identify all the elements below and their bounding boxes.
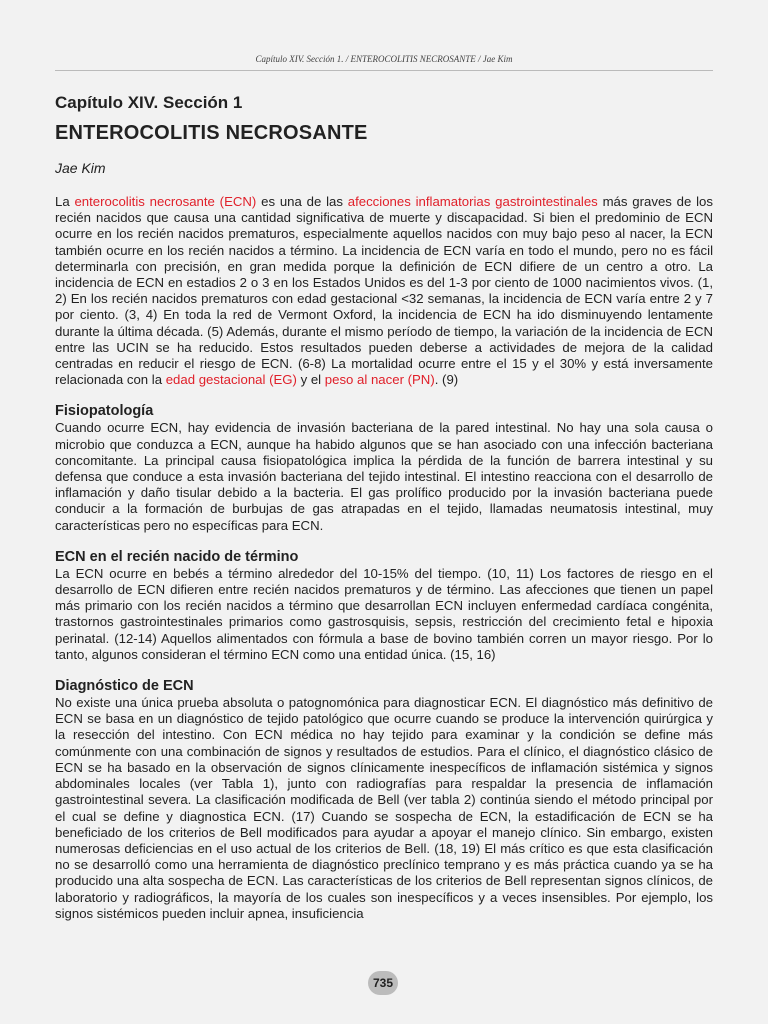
section-text-fisiopatologia: Cuando ocurre ECN, hay evidencia de invasión bacteriana de la pared intestinal. No hay una sola causa o microbio que conduzca a ECN, aunque ha habido algunos que se han asociado con una infección bacteriana concomitante. La principal causa fisiopatológica implica la pérdida de la función de barrera intestinal y su defensa que conduce a esta invasión bacteriana del tejido intestinal. El intestino reacciona con el desarrollo de inflamación y daño tisular debido a la bacteria. El gas prolífico producido por la invasión bacteriana puede conducir a la formación de burbujas de gas atrapadas en el tejido, llamadas neumatosis intestinal, muy características pero no específicas para ECN. [55,420,713,533]
section-text-diagnostico: No existe una única prueba absoluta o patognomónica para diagnosticar ECN. El diagnóstico más definitivo de ECN se basa en un diagnóstico de tejido patológico que ocurre cuando se produce la intervención quirúrgica y la resección del intestino. Con ECN médica no hay tejido para examinar y la condición se define más comúnmente con una combinación de signos y resultados de estudios. Para el clínico, el diagnóstico clásico de ECN se ha basado en la observación de signos clínicamente inespecíficos de inflamación sistémica y signos abdominales locales (ver Tabla 1), junto con radiografías para respaldar la presencia de inflamación gastrointestinal severa. La clasificación modificada de Bell (ver tabla 2) continúa siendo el método principal por el cual se define y diagnostica ECN. (17) Cuando se sospecha de ECN, la estadificación de ECN se ha beneficiado de los criterios de Bell modificados para ayudar a apoyar el manejo clínico. Sin embargo, existen numerosas deficiencias en el uso actual de los criterios de Bell. (18, 19) El más crítico es que esta clasificación no se desarrolló como una herramienta de diagnóstico preclínico temprano y es más práctica cuando ya se ha producido una alta sospecha de ECN. Las características de los criterios de Bell representan signos clínicos, de laboratorio y radiográficos, la mayoría de los cuales son inespecíficos y a veces insensibles. Por ejemplo, los signos sistémicos pueden incluir apnea, insuficiencia [55,695,713,921]
page-number: 735 [372,976,394,990]
intro-text: y el [296,372,325,388]
intro-text: . (9) [434,372,459,388]
intro-text: es una de las [256,194,348,209]
link-afecciones[interactable]: afecciones inflamatorias gastrointestinales [347,194,598,209]
section-heading-fisiopatologia: Fisiopatología [55,403,154,420]
intro-text: La [55,194,75,209]
page-number-badge [368,971,398,995]
section-heading-diagnostico: Diagnóstico de ECN [55,678,194,695]
intro-paragraph [55,194,713,388]
article-body [55,90,713,922]
header-divider [55,70,713,71]
article-title: ENTEROCOLITIS NECROSANTE [55,122,368,144]
author-name: Jae Kim [55,160,106,176]
chapter-heading: Capítulo XIV. Sección 1 [55,93,243,112]
section-text-termino: La ECN ocurre en bebés a término alrededor del 10-15% del tiempo. (10, 11) Los factores de riesgo en el desarrollo de ECN difieren entre recién nacidos prematuros y de término. Las afecciones que tienen un papel más primario con los recién nacidos a término que desarrollan ECN incluyen enfermedad cardíaca congénita, trastornos gastrointestinales primarios como gastrosquisis, sepsis, restricción del crecimiento fetal e hipoxia perinatal. (12-14) Aquellos alimentados con fórmula a base de bovino también corren un mayor riesgo. Por lo tanto, algunos consideran el término ECN como una entidad única. (15, 16) [55,565,713,662]
intro-text: más graves de los recién nacidos que causa una cantidad significativa de muerte y discapacidad. Si bien el predominio de ECN ocurre en los recién nacidos prematuros, especialmente aquellos nacidos con muy bajo peso al nacer, la ECN también ocurre en los recién nacidos a término. La incidencia de ECN varía en todo el mundo, pero no es fácil determinarla con precisión, en gran medida porque la definición de ECN difiere de un centro a otro. La incidencia de ECN en estadios 2 o 3 en los Estados Unidos es del 1-3 por ciento de 1000 nacimientos vivos. (1, 2) En los recién nacidos prematuros con edad gestacional <32 semanas, la incidencia de ECN varía entre 2 y 7 por ciento. (3, 4) En toda la red de Vermont Oxford, la incidencia de ECN ha ido disminuyendo lentamente durante la última década. (5) Además, durante el mismo período de tiempo, la variación de la incidencia de ECN entre las UCIN se ha reducido. Estos resultados pueden deberse a actividades de mejora de la calidad centradas en reducir el riesgo de ECN. (6-8) La mortalidad ocurre entre el 15 y el 30% y está inversamente relacionada con la [55,194,713,388]
section-heading-termino: ECN en el recién nacido de término [55,548,299,565]
running-head: Capítulo XIV. Sección 1. / ENTEROCOLITIS NECROSANTE / Jae Kim [255,54,513,64]
link-edad-gestacional[interactable]: edad gestacional (EG) [165,372,297,388]
link-enterocolitis[interactable]: enterocolitis necrosante (ECN) [74,194,257,209]
link-peso-al-nacer[interactable]: peso al nacer (PN) [324,372,435,388]
